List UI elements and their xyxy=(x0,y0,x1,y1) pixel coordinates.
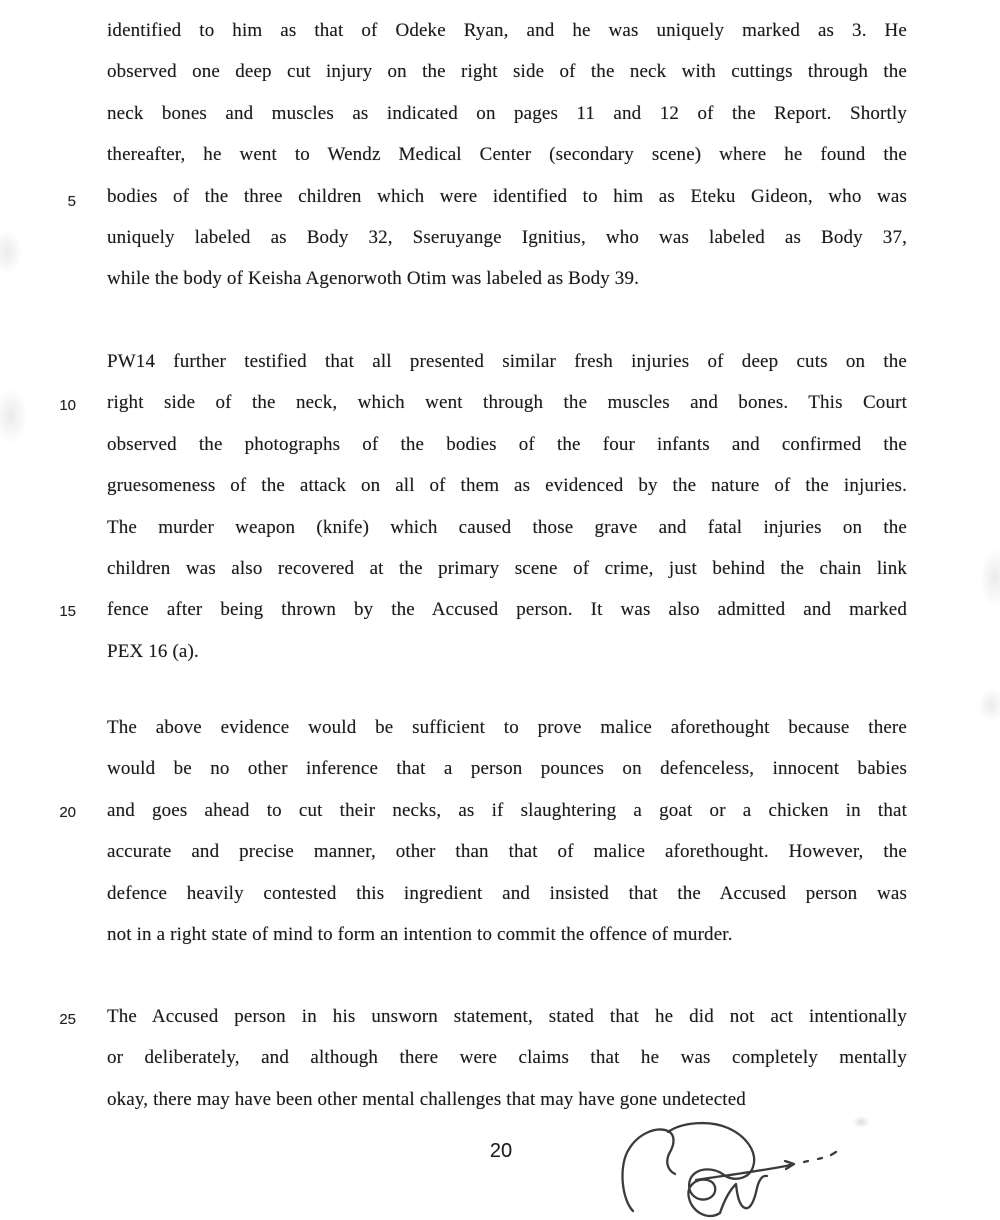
text-line: gruesomeness of the attack on all of them as evidenced by the nature of the injuries. xyxy=(107,475,907,497)
text-line: observed one deep cut injury on the right side of the neck with cuttings through the xyxy=(107,61,907,83)
text-line: would be no other inference that a person pounces on defenceless, innocent babies xyxy=(107,758,907,780)
text-line: or deliberately, and although there were claims that he was completely mentally xyxy=(107,1047,907,1069)
text-line: fence after being thrown by the Accused person. It was also admitted and marked xyxy=(107,599,907,621)
text-line: accurate and precise manner, other than that of malice aforethought. However, the xyxy=(107,841,907,863)
text-line: The Accused person in his unsworn statement, stated that he did not act intentionally xyxy=(107,1006,907,1027)
paragraph-3 xyxy=(107,707,907,955)
text-line: identified to him as that of Odeke Ryan, and he was uniquely marked as 3. He xyxy=(107,20,907,41)
paragraph-4 xyxy=(107,996,907,1120)
text-line: The above evidence would be sufficient to prove malice aforethought because there xyxy=(107,717,907,738)
text-line: neck bones and muscles as indicated on pages 11 and 12 of the Report. Shortly xyxy=(107,102,907,124)
margin-line-number-10: 10 xyxy=(59,397,76,414)
paragraph-1 xyxy=(107,10,907,300)
text-line: okay, there may have been other mental challenges that may have gone undetected xyxy=(107,1088,746,1110)
margin-line-number-20: 20 xyxy=(59,804,76,821)
text-line: and goes ahead to cut their necks, as if slaughtering a goat or a chicken in that xyxy=(107,799,907,821)
scan-artifact xyxy=(980,548,1000,608)
text-line: The murder weapon (knife) which caused those grave and fatal injuries on the xyxy=(107,516,907,538)
margin-line-number-15: 15 xyxy=(59,603,76,620)
text-line: while the body of Keisha Agenorwoth Otim was labeled as Body 39. xyxy=(107,268,640,290)
page-number: 20 xyxy=(489,1140,513,1162)
text-line: observed the photographs of the bodies of the four infants and confirmed the xyxy=(107,433,907,455)
signature xyxy=(612,1120,857,1220)
scan-artifact xyxy=(0,230,22,274)
text-line: defence heavily contested this ingredient and insisted that the Accused person was xyxy=(107,882,907,904)
margin-line-number-5: 5 xyxy=(67,193,76,210)
text-line: not in a right state of mind to form an intention to commit the offence of murder. xyxy=(107,923,733,945)
text-line: right side of the neck, which went through the muscles and bones. This Court xyxy=(107,392,907,414)
margin-line-number-25: 25 xyxy=(59,1011,76,1028)
text-line: bodies of the three children which were identified to him as Eteku Gideon, who was xyxy=(107,185,907,207)
text-line: children was also recovered at the primary scene of crime, just behind the chain link xyxy=(107,557,907,579)
scan-artifact xyxy=(0,388,28,444)
text-line: thereafter, he went to Wendz Medical Center (secondary scene) where he found the xyxy=(107,144,907,166)
text-line: PEX 16 (a). xyxy=(107,640,199,662)
text-line: uniquely labeled as Body 32, Sseruyange Ignitius, who was labeled as Body 37, xyxy=(107,226,907,248)
text-line: PW14 further testified that all presented similar fresh injuries of deep cuts on the xyxy=(107,351,907,372)
paragraph-2 xyxy=(107,341,907,672)
scan-artifact xyxy=(978,688,1000,722)
